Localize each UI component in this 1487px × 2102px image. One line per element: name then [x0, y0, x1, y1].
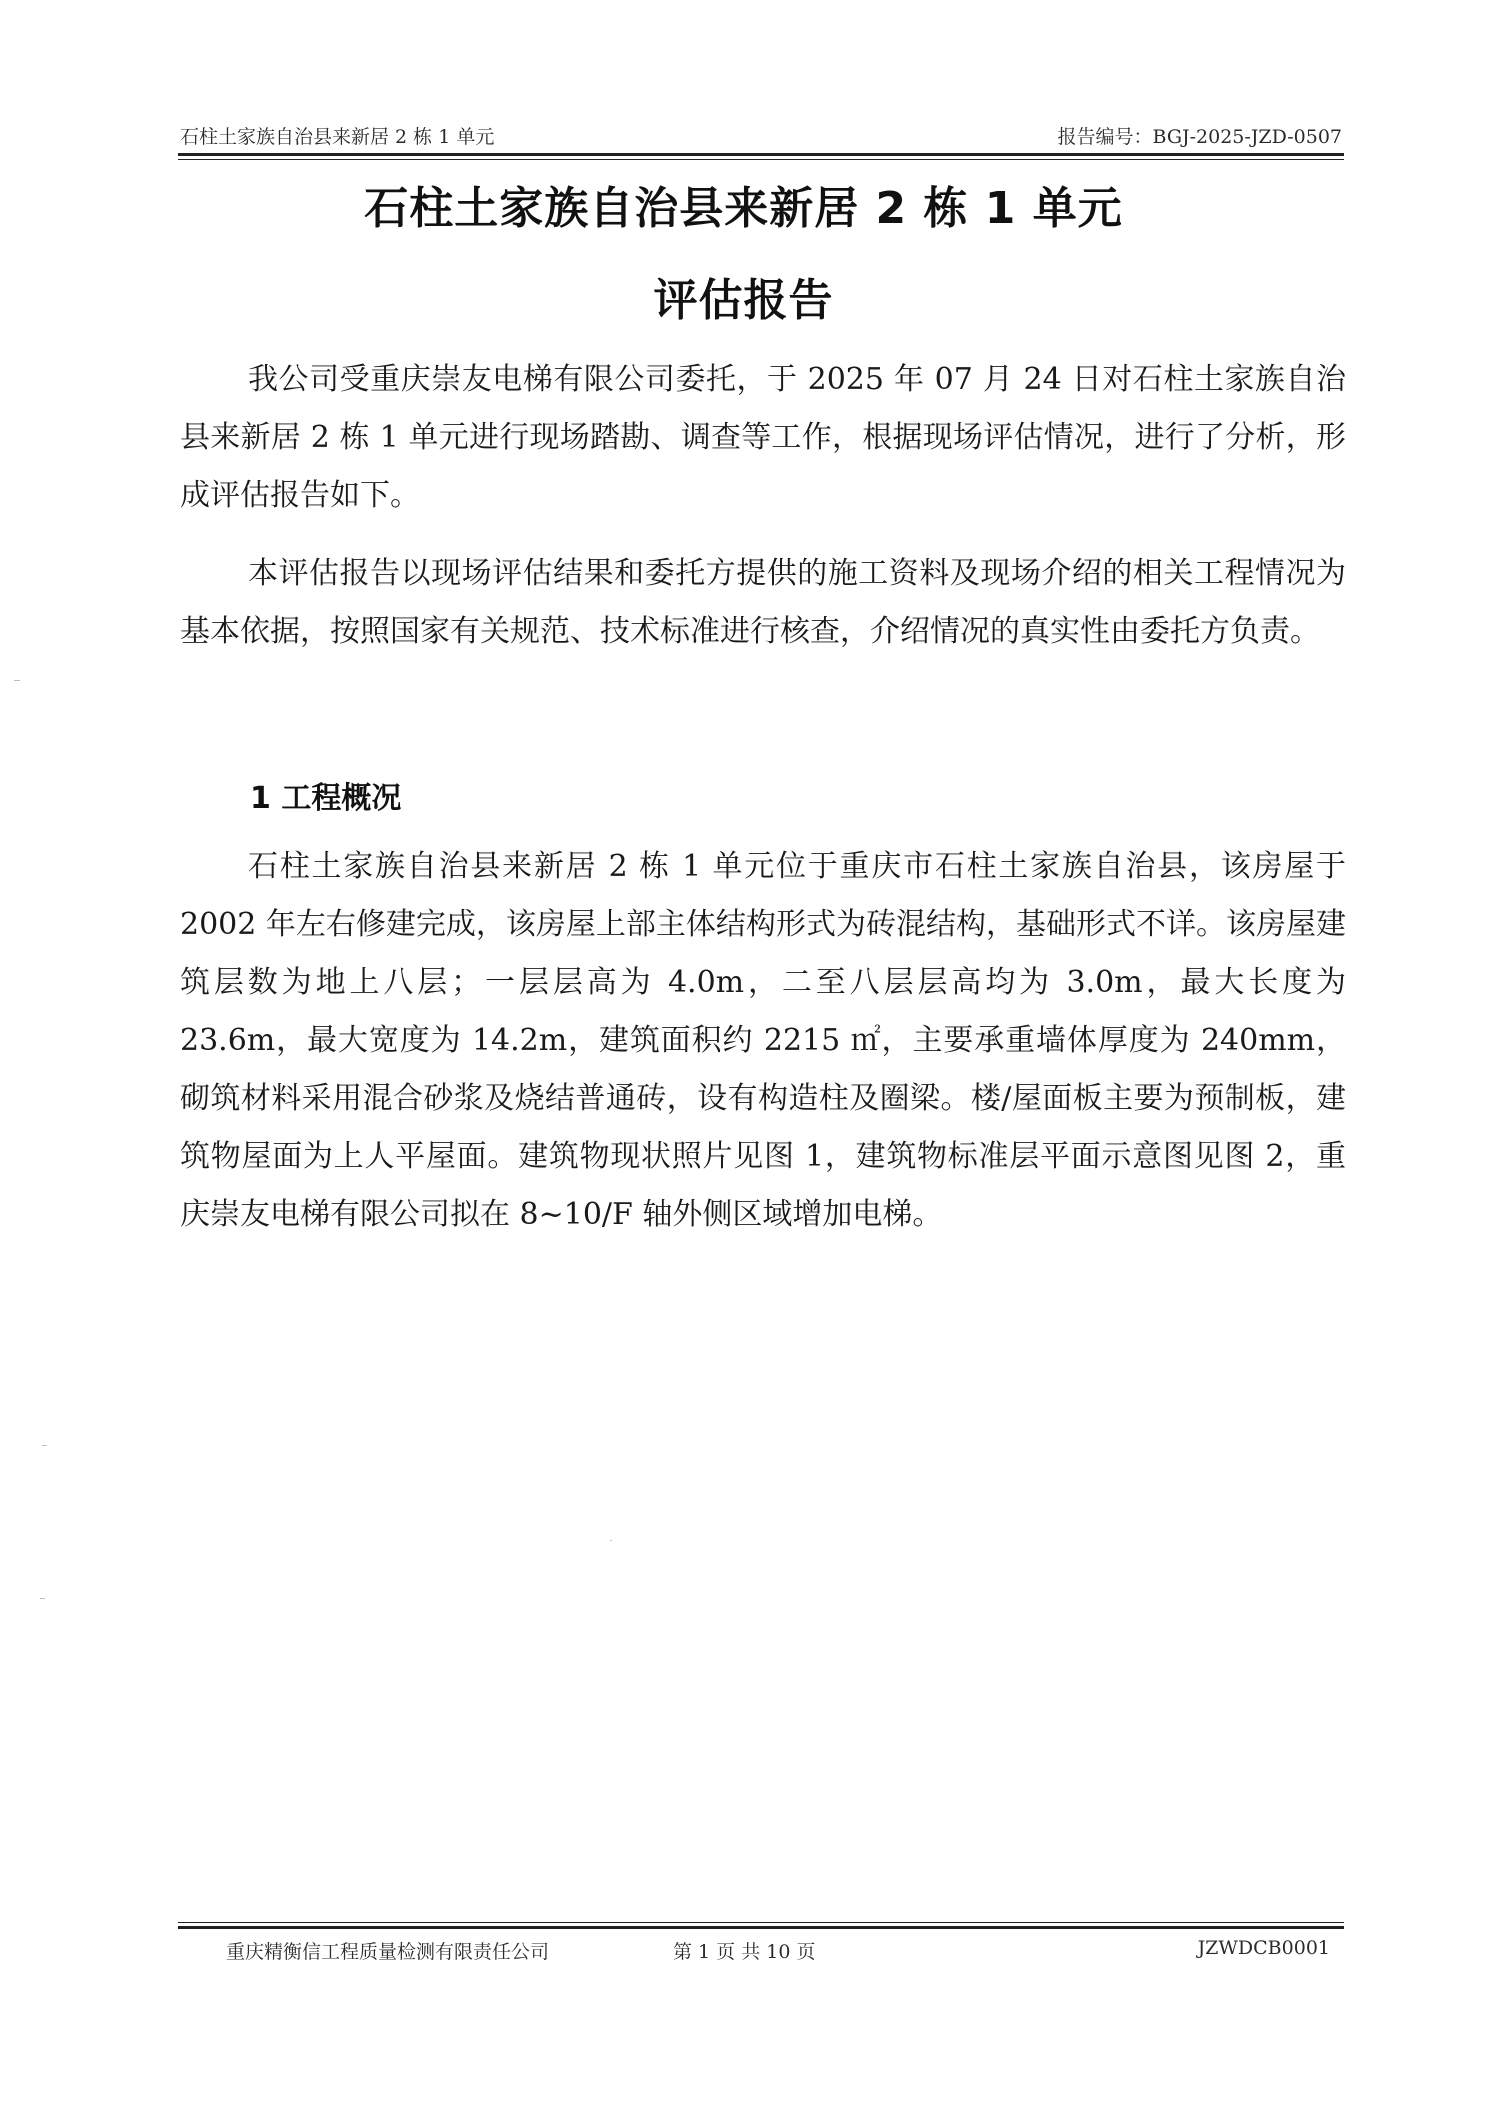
page-footer	[178, 1937, 1344, 1967]
basis-paragraph: 本评估报告以现场评估结果和委托方提供的施工资料及现场介绍的相关工程情况为基本依据，按照国家有关规范、技术标准进行核查，介绍情况的真实性由委托方负责。	[180, 556, 1346, 649]
footer-rule-thin	[178, 1922, 1344, 1923]
footer-rule-thick	[178, 1926, 1344, 1929]
project-overview-paragraph: 石柱土家族自治县来新居 2 栋 1 单元位于重庆市石柱土家族自治县，该房屋于 2002 年左右修建完成，该房屋上部主体结构形式为砖混结构，基础形式不详。该房屋建筑层数为地上八层；一层层高为 4.0m，二至八层层高均为 3.0m，最大长度为 23.6m，最大宽度为 14.2m，建筑面积约 2215 ㎡，主要承重墙体厚度为 240mm，砌筑材料采用混合砂浆及烧结普通砖，设有构造柱及圈梁。楼/屋面板主要为预制板，建筑物屋面为上人平屋面。建筑物现状照片见图 1，建筑物标准层平面示意图见图 2，重庆崇友电梯有限公司拟在 8~10/F 轴外侧区域增加电梯。	[180, 849, 1346, 1232]
intro-paragraph: 我公司受重庆崇友电梯有限公司委托，于 2025 年 07 月 24 日对石柱土家族自治县来新居 2 栋 1 单元进行现场踏勘、调查等工作，根据现场评估情况，进行了分析，形成评估报告如下。	[180, 362, 1346, 513]
document-title: 石柱土家族自治县来新居 2 栋 1 单元	[364, 183, 1123, 234]
header-rule-thin	[178, 159, 1344, 160]
header-project-name: 石柱土家族自治县来新居 2 栋 1 单元	[180, 126, 495, 148]
scan-mark	[14, 680, 20, 681]
document-subtitle: 评估报告	[653, 275, 834, 326]
footer-document-code: JZWDCB0001	[1197, 1937, 1330, 1959]
header-report-number: 报告编号：BGJ-2025-JZD-0507	[1057, 126, 1342, 148]
footer-company: 重庆精衡信工程质量检测有限责任公司	[226, 1941, 550, 1963]
header-rule-thick	[178, 153, 1344, 156]
scan-mark	[40, 1598, 45, 1599]
page-header	[180, 122, 1342, 150]
section-heading-project-overview: 1 工程概况	[250, 781, 402, 816]
footer-page-number: 第 1 页 共 10 页	[673, 1941, 816, 1963]
scan-mark	[42, 1445, 47, 1446]
scan-mark	[610, 1540, 612, 1541]
